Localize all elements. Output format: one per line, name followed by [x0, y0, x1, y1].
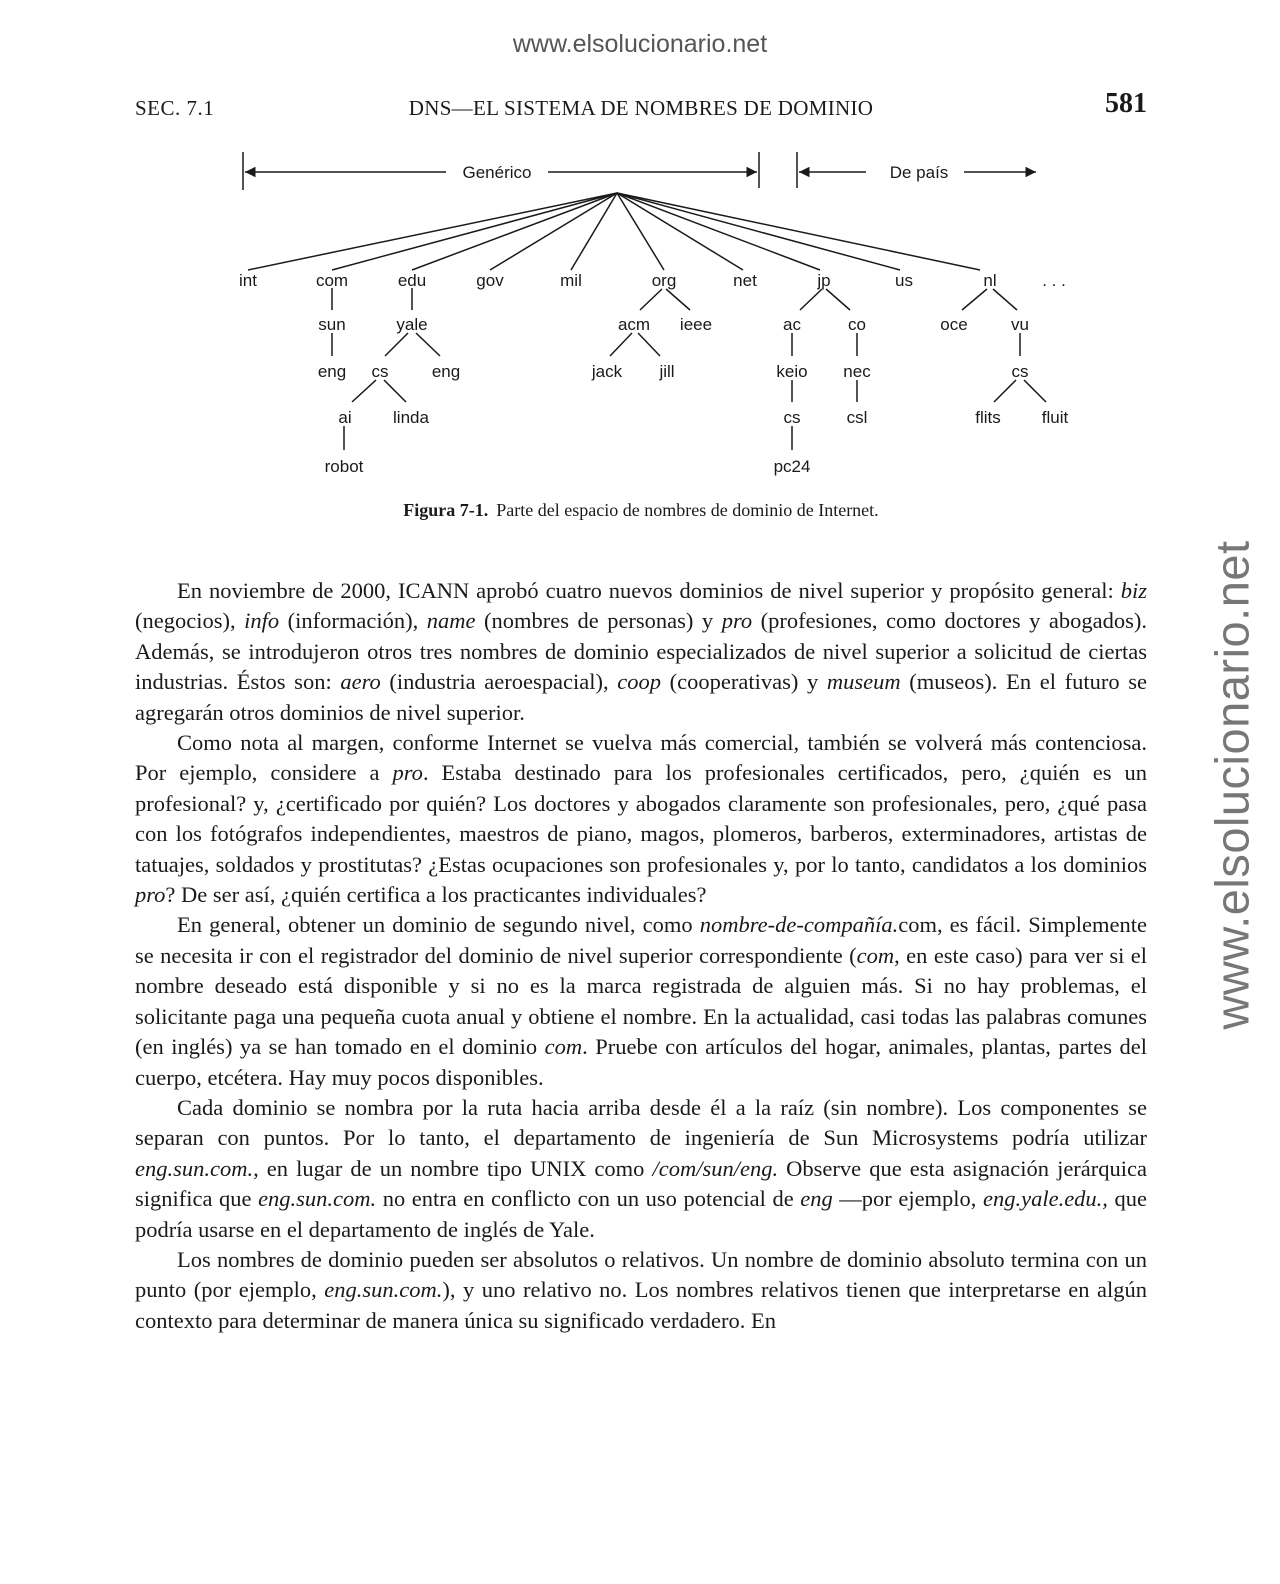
node-flits: flits	[975, 408, 1001, 427]
italic-term: eng.sun.com.	[324, 1277, 443, 1303]
italic-term: pro	[135, 882, 166, 908]
node-jack: jack	[591, 362, 623, 381]
italic-term: pro	[392, 760, 423, 786]
italic-term: /com/sun/eng.	[652, 1155, 779, 1181]
node-org: org	[651, 271, 677, 290]
text-run: Como nota al margen, conforme Internet se vuelva más comercial, también se volverá más contenciosa. Por ejemplo, considere a	[135, 730, 1147, 786]
italic-term: aero	[340, 669, 381, 695]
node-oce: oce	[940, 315, 968, 334]
italic-term: com	[856, 942, 895, 968]
paragraph	[135, 910, 1147, 1092]
text-run: , en este caso) para ver si el nombre deseado está disponible y si no es la marca registrada de alguien más. Si no hay problemas, el solicitante paga una pequeña cuota anual y obtiene el nombre. En la actualidad, casi todas las palabras comunes (en inglés) ya se han tomado en el dominio	[135, 942, 1147, 1060]
country-label: De país	[889, 163, 949, 182]
node-ieee: ieee	[679, 315, 713, 334]
watermark-side: www.elsolucionario.net	[1205, 540, 1259, 1030]
text-run: (industria aeroespacial),	[380, 669, 618, 695]
watermark-top: www.elsolucionario.net	[512, 30, 768, 58]
node-jill: jill	[659, 362, 675, 381]
body-text	[135, 576, 1147, 1336]
node-gov: gov	[476, 271, 504, 290]
node-pc24: pc24	[773, 457, 811, 476]
text-run: Los nombres de dominio pueden ser absolutos o relativos. Un nombre de dominio absoluto termina con un punto (por ejemplo,	[135, 1246, 1147, 1303]
text-run: (negocios),	[135, 608, 245, 634]
italic-term: nombre-de-compañía.	[699, 912, 899, 938]
text-run: Cada dominio se nombra por la ruta hacia arriba desde él a la raíz (sin nombre). Los componentes se separan con puntos. Por lo tanto, el departamento de ingeniería de Sun Microsystems podría utilizar	[135, 1094, 1147, 1151]
root-edges	[248, 193, 980, 270]
domain-tree-figure	[0, 140, 1280, 490]
node-nl: nl	[983, 271, 997, 290]
figure-caption-text: Parte del espacio de nombres de dominio de Internet.	[496, 500, 879, 520]
node-us: us	[895, 271, 913, 290]
italic-term: pro	[721, 608, 753, 634]
node-cs-keio: cs	[783, 408, 801, 427]
text-run: (museos). En el futuro se agregarán otros dominios de nivel superior.	[135, 669, 1147, 725]
node-keio: keio	[776, 362, 808, 381]
italic-term: eng.sun.com.	[135, 1155, 254, 1181]
text-run: Observe que esta asignación jerárquica significa que	[135, 1155, 1148, 1212]
node-edu: edu	[397, 271, 427, 290]
paragraph	[135, 1245, 1147, 1336]
italic-term: eng.yale.edu.,	[982, 1186, 1108, 1212]
paragraph	[135, 1093, 1147, 1245]
paragraph	[135, 576, 1147, 728]
italic-term: name	[426, 608, 476, 634]
node-csl: csl	[846, 408, 868, 427]
italic-term: coop	[617, 669, 661, 695]
italic-term: info	[244, 608, 280, 634]
page-number: 581	[1105, 88, 1147, 119]
italic-term: eng	[800, 1186, 833, 1212]
node-ellipsis: . . .	[1042, 271, 1066, 290]
node-sun: sun	[318, 315, 346, 334]
text-run: (nombres de personas) y	[475, 608, 722, 634]
text-run: ), y uno relativo no. Los nombres relativos tienen que interpretarse en algún contexto para determinar de manera única su significado verdadero. En	[135, 1277, 1148, 1333]
italic-term: museum	[826, 669, 901, 695]
node-co: co	[848, 315, 866, 334]
text-run: que podría usarse en el departamento de inglés de Yale.	[135, 1186, 1147, 1242]
text-run: , en lugar de un nombre tipo UNIX como	[253, 1155, 653, 1181]
text-run: (información),	[279, 608, 427, 634]
running-head	[135, 88, 1147, 128]
node-ac: ac	[783, 315, 801, 334]
text-run: ? De ser así, ¿quién certifica a los practicantes individuales?	[165, 882, 707, 908]
node-cs-yale: cs	[371, 362, 389, 381]
node-nec: nec	[843, 362, 871, 381]
text-run: . Estaba destinado para los profesionales certificados, pero, ¿quién es un profesional? y, ¿certificado por quién? Los doctores y abogados claramente son profesionales, pero, ¿qué pasa con los fotógrafos independientes, maestros de piano, magos, plomeros, barberos, exterminadores, artistas de tatuajes, soldados y prostitutas? ¿Estas ocupaciones son profesionales y, por lo tanto, candidatos a los dominios	[135, 760, 1147, 877]
figure-caption-label: Figura 7-1.	[403, 500, 489, 520]
paragraph	[135, 728, 1147, 910]
node-acm: acm	[617, 315, 651, 334]
node-robot: robot	[324, 457, 364, 476]
node-fluit: fluit	[1041, 408, 1069, 427]
node-jp: jp	[817, 271, 831, 290]
generic-label: Genérico	[462, 163, 532, 182]
node-vu: vu	[1011, 315, 1029, 334]
text-run: (cooperativas) y	[661, 669, 827, 695]
section-number: SEC. 7.1	[135, 96, 215, 120]
text-run: . Pruebe con artículos del hogar, animales, plantas, partes del cuerpo, etcétera. Hay muy pocos disponibles.	[135, 1034, 1148, 1090]
node-int: int	[239, 271, 257, 290]
node-mil: mil	[560, 271, 582, 290]
text-run: com, es fácil. Simplemente se necesita ir con el registrador del dominio de nivel superior correspondiente (	[135, 912, 1147, 968]
text-run: (profesiones, como doctores y abogados). Además, se introdujeron otros tres nombres de dominio especializados de nivel superior a solicitud de ciertas industrias. Éstos son:	[135, 608, 1148, 695]
node-net: net	[733, 271, 757, 290]
node-eng-sun: eng	[317, 362, 347, 381]
node-com: com	[315, 271, 349, 290]
node-linda: linda	[393, 408, 429, 427]
node-eng-yale: eng	[431, 362, 461, 381]
node-ai: ai	[338, 408, 352, 427]
figure-caption	[135, 500, 1147, 521]
chapter-title: DNS—EL SISTEMA DE NOMBRES DE DOMINIO	[408, 96, 874, 120]
italic-term: eng.sun.com.	[258, 1186, 377, 1212]
italic-term: com	[544, 1034, 583, 1060]
node-cs-vu: cs	[1011, 362, 1029, 381]
text-run: —por ejemplo,	[832, 1186, 983, 1212]
text-run: no entra en conflicto con un uso potencial de	[376, 1186, 801, 1212]
text-run: En general, obtener un dominio de segundo nivel, como	[177, 912, 700, 938]
text-run: En noviembre de 2000, ICANN aprobó cuatro nuevos dominios de nivel superior y propósito general:	[177, 578, 1121, 603]
node-yale: yale	[396, 315, 428, 334]
italic-term: biz	[1120, 578, 1147, 603]
